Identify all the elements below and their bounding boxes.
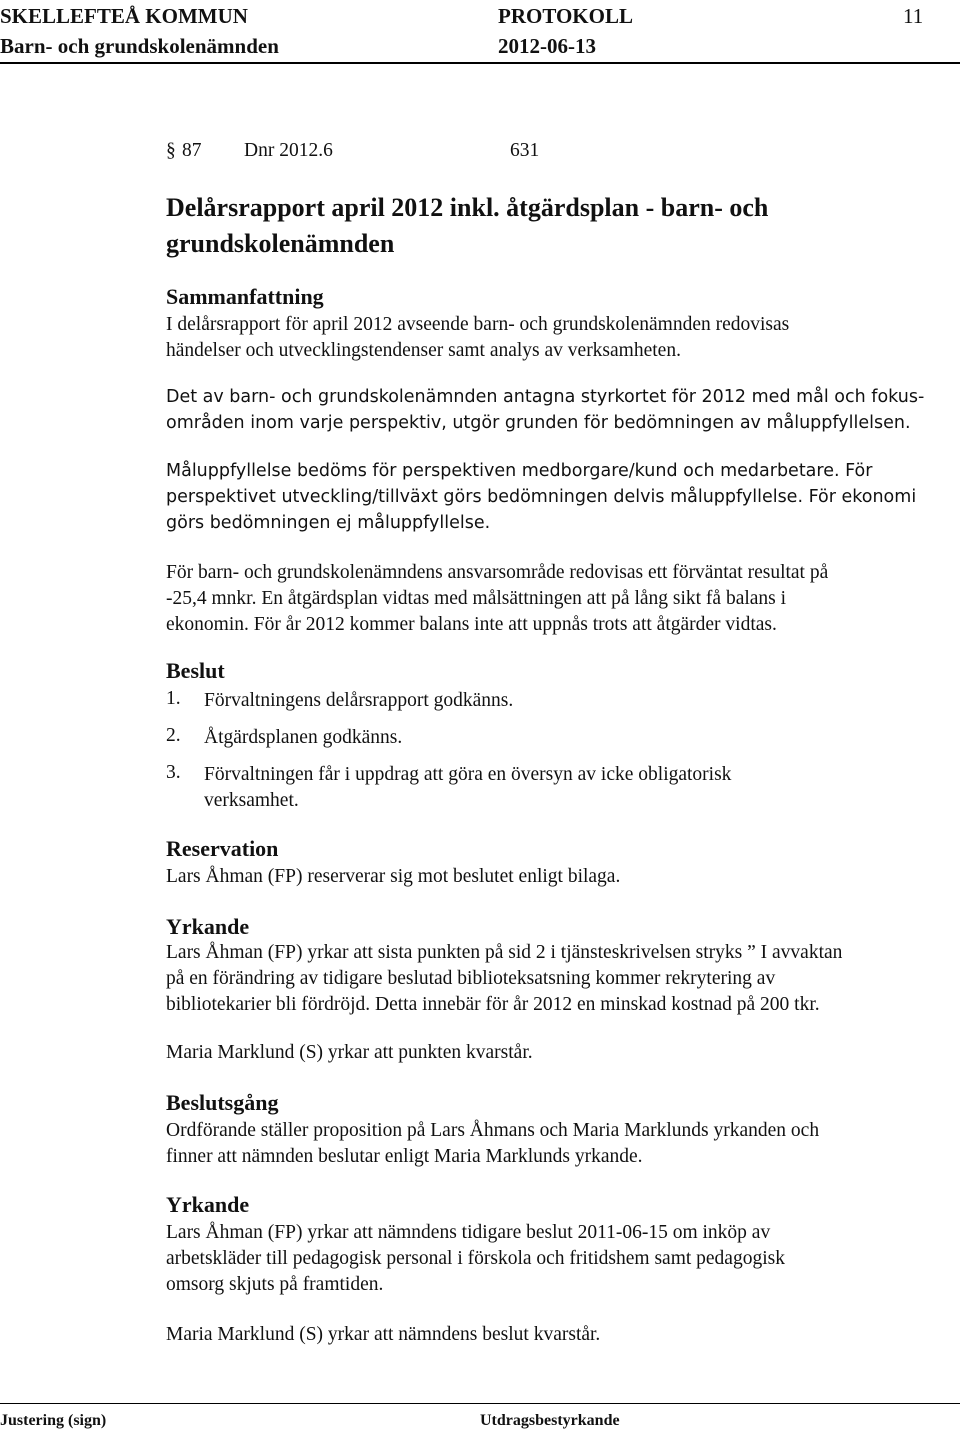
text-line: händelser och utvecklingstendenser samt analys av verksamheten. [166,340,681,361]
text-line: Lars Åhman (FP) yrkar att nämndens tidigare beslut 2011-06-15 om inköp av [166,1222,771,1243]
motion-2-counter: Maria Marklund (S) yrkar att nämndens beslut kvarstår. [166,1324,601,1345]
text-line: finner att nämnden beslutar enligt Maria Marklunds yrkande. [166,1146,643,1167]
summary-heading: Sammanfattning [166,284,324,309]
page-number: 11 [903,4,924,28]
committee-name: Barn- och grundskolenämnden [0,34,279,58]
reservation-text: Lars Åhman (FP) reserverar sig mot beslutet enligt bilaga. [166,866,621,887]
decision-heading: Beslut [166,658,225,683]
decision-item-1: Förvaltningens delårsrapport godkänns. [204,690,514,711]
decision-item-2: Åtgärdsplanen godkänns. [204,727,403,748]
motion-heading: Yrkande [166,914,250,939]
text-line: Ordförande ställer proposition på Lars Åhmans och Maria Marklunds yrkanden och [166,1120,820,1141]
decision-number: 2. [166,725,181,746]
text-line: För barn- och grundskolenämndens ansvarsområde redovisas ett förväntat resultat på [166,562,829,583]
text-line: görs bedömningen ej måluppfyllelse. [166,513,491,533]
item-title-line2: grundskolenämnden [166,229,395,258]
summary-paragraph-4 [166,560,941,638]
procedure-paragraph [166,1118,941,1170]
item-number: 87 [182,140,202,161]
reservation-heading: Reservation [166,836,279,861]
summary-paragraph-3 [166,458,941,536]
decision-number: 1. [166,688,181,709]
org-name: SKELLEFTEÅ KOMMUN [0,4,248,28]
summary-paragraph-2 [166,384,941,436]
text-line: Lars Åhman (FP) yrkar att sista punkten på sid 2 i tjänsteskrivelsen stryks ” I avvaktan [166,942,843,963]
footer-extract-label: Utdragsbestyrkande [480,1412,620,1429]
motion-heading: Yrkande [166,1192,250,1217]
paragraph-sign: § [166,140,176,161]
text-line: ekonomin. För år 2012 kommer balans inte att uppnås trots att åtgärder vidtas. [166,614,777,635]
text-line: I delårsrapport för april 2012 avseende barn- och grundskolenämnden redovisas [166,314,790,335]
decision-item-3: Förvaltningen får i uppdrag att göra en översyn av icke obligatorisk [204,764,732,785]
header-divider [0,62,960,64]
motion-2-paragraph [166,1220,941,1298]
doc-type: PROTOKOLL [498,4,633,28]
text-line: arbetskläder till pedagogisk personal i förskola och fritidshem samt pedagogisk [166,1248,785,1269]
procedure-heading: Beslutsgång [166,1090,279,1115]
summary-paragraph-1 [166,312,941,364]
decision-number: 3. [166,762,181,783]
text-line: bibliotekarier bli fördröjd. Detta innebär för år 2012 en minskad kostnad på 200 tkr. [166,994,820,1015]
text-line: perspektivet utveckling/tillväxt görs bedömningen delvis måluppfyllelse. För ekonomi [166,487,917,507]
dnr-suffix: 631 [510,140,540,161]
footer-divider [0,1403,960,1404]
text-line: Det av barn- och grundskolenämnden antagna styrkortet för 2012 med mål och fokus- [166,387,925,407]
meeting-date: 2012-06-13 [498,34,596,58]
footer-signature-label: Justering (sign) [0,1412,107,1429]
item-title-line1: Delårsrapport april 2012 inkl. åtgärdsplan - barn- och [166,193,769,222]
dnr-label: Dnr 2012.6 [244,140,333,161]
text-line: Måluppfyllelse bedöms för perspektiven medborgare/kund och medarbetare. För [166,461,873,481]
text-line: omsorg skjuts på framtiden. [166,1274,384,1295]
text-line: på en förändring av tidigare beslutad biblioteksatsning kommer rekrytering av [166,968,776,989]
motion-1-counter: Maria Marklund (S) yrkar att punkten kvarstår. [166,1042,533,1063]
decision-item-3-cont: verksamhet. [204,790,299,811]
text-line: områden inom varje perspektiv, utgör grunden för bedömningen av måluppfyllelsen. [166,413,911,433]
motion-1-paragraph [166,940,941,1018]
text-line: -25,4 mnkr. En åtgärdsplan vidtas med målsättningen att på lång sikt få balans i [166,588,787,609]
